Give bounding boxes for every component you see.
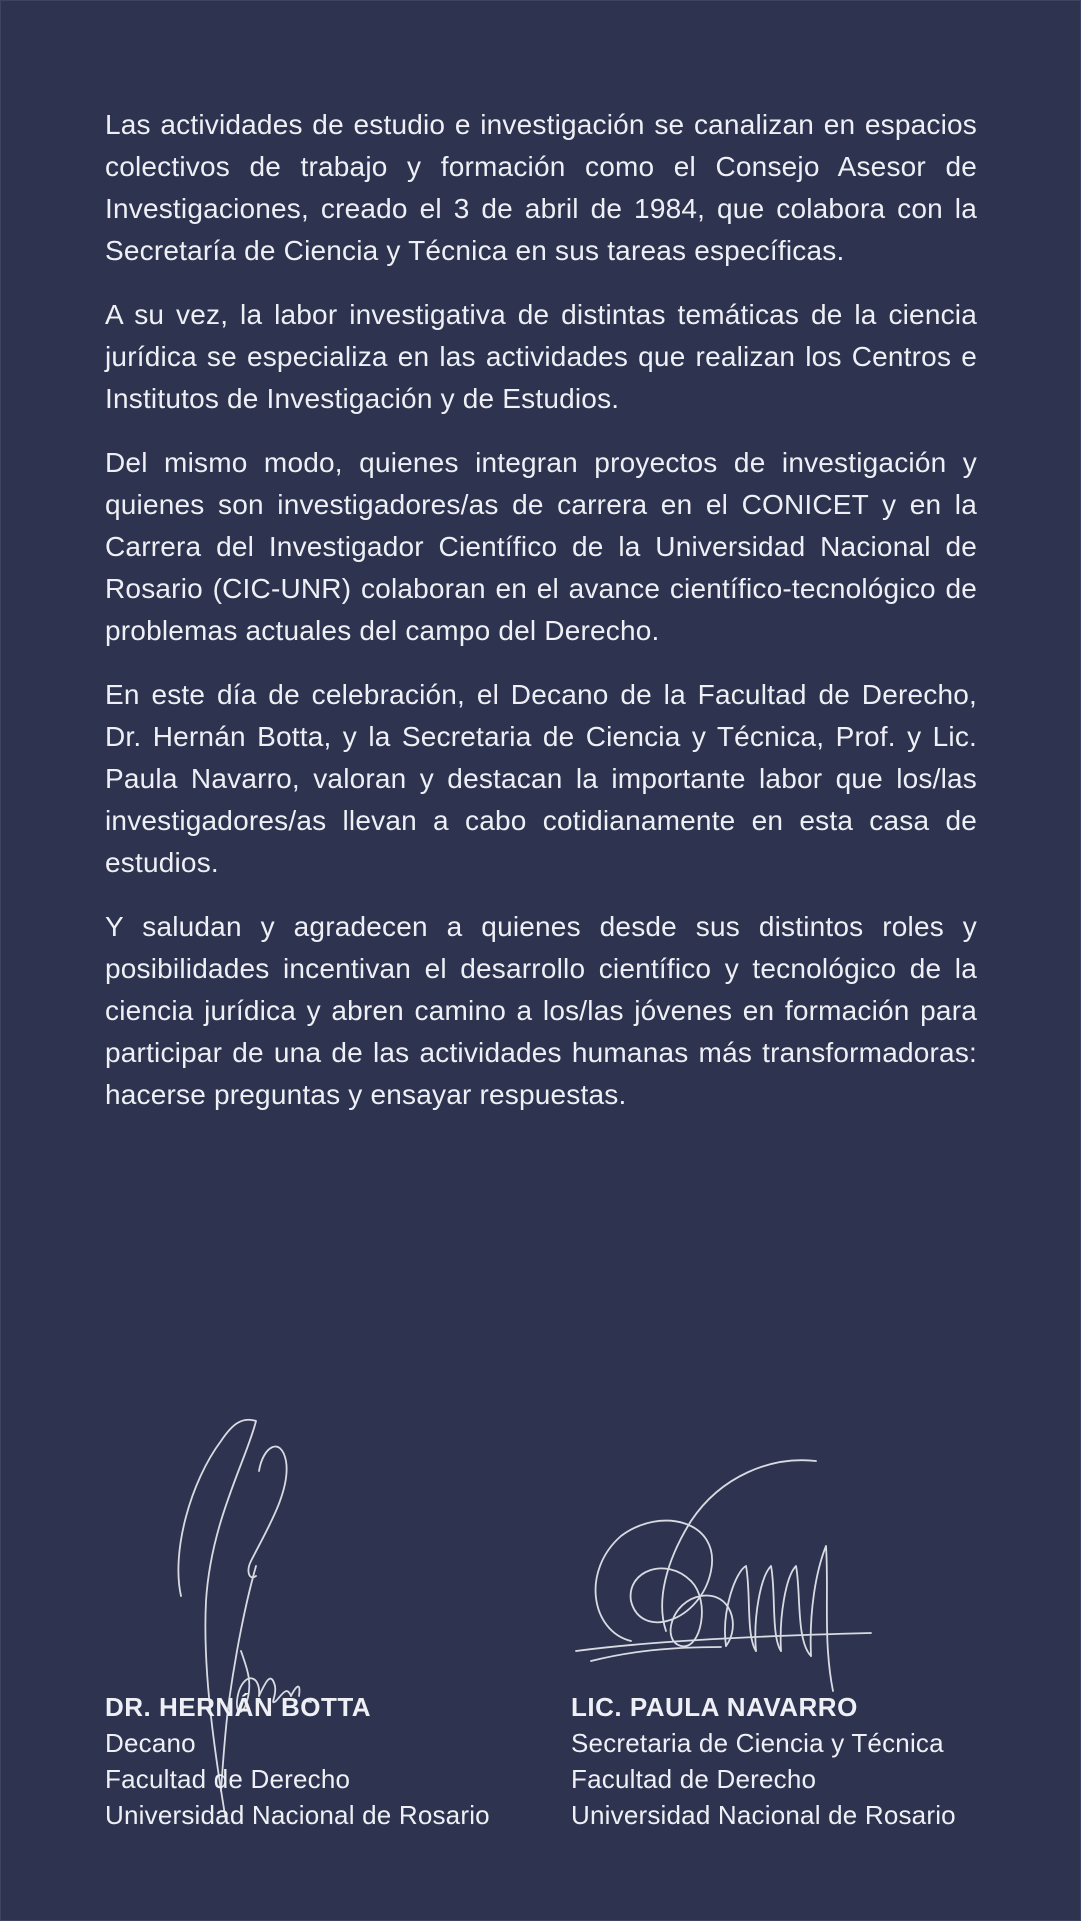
signer-role: Secretaria de Ciencia y Técnica [571,1728,944,1758]
paragraph-5: Y saludan y agradecen a quienes desde sus distintos roles y posibilidades incentivan el desarrollo científico y tecnológico de la ciencia jurídica y abren camino a los/las jóvenes en formación para participar de una de las actividades humanas más transformadoras: hacerse preguntas y ensayar respuestas. [105,911,977,1110]
signer-university: Universidad Nacional de Rosario [571,1800,956,1830]
signer-navarro [571,1689,956,1833]
signer-name: LIC. PAULA NAVARRO [571,1692,858,1722]
signer-role: Decano [105,1728,196,1758]
paragraph-1: Las actividades de estudio e investigación se canalizan en espacios colectivos de trabajo y formación como el Consejo Asesor de Investigaciones, creado el 3 de abril de 1984, que colabora con la Secretaría de Ciencia y Técnica en sus tareas específicas. [105,109,977,266]
signer-name: DR. HERNÁN BOTTA [105,1692,372,1722]
signature-navarro [571,1451,881,1711]
body-text [105,104,977,1138]
paragraph-2: A su vez, la labor investigativa de distintas temáticas de la ciencia jurídica se especializa en las actividades que realizan los Centros e Institutos de Investigación y de Estudios. [105,299,977,414]
signer-university: Universidad Nacional de Rosario [105,1800,490,1830]
signer-botta [105,1689,490,1833]
paragraph-4: En este día de celebración, el Decano de la Facultad de Derecho, Dr. Hernán Botta, y la Secretaria de Ciencia y Técnica, Prof. y Lic. Paula Navarro, valoran y destacan la importante labor que los/las investigadores/as llevan a cabo cotidianamente en esta casa de estudios. [105,679,977,878]
paragraph-3: Del mismo modo, quienes integran proyectos de investigación y quienes son investigadores/as de carrera en el CONICET y en la Carrera del Investigador Científico de la Universidad Nacional de Rosario (CIC-UNR) colaboran en el avance científico-tecnológico de problemas actuales del campo del Derecho. [105,447,977,646]
signer-faculty: Facultad de Derecho [571,1764,817,1794]
signer-faculty: Facultad de Derecho [105,1764,351,1794]
